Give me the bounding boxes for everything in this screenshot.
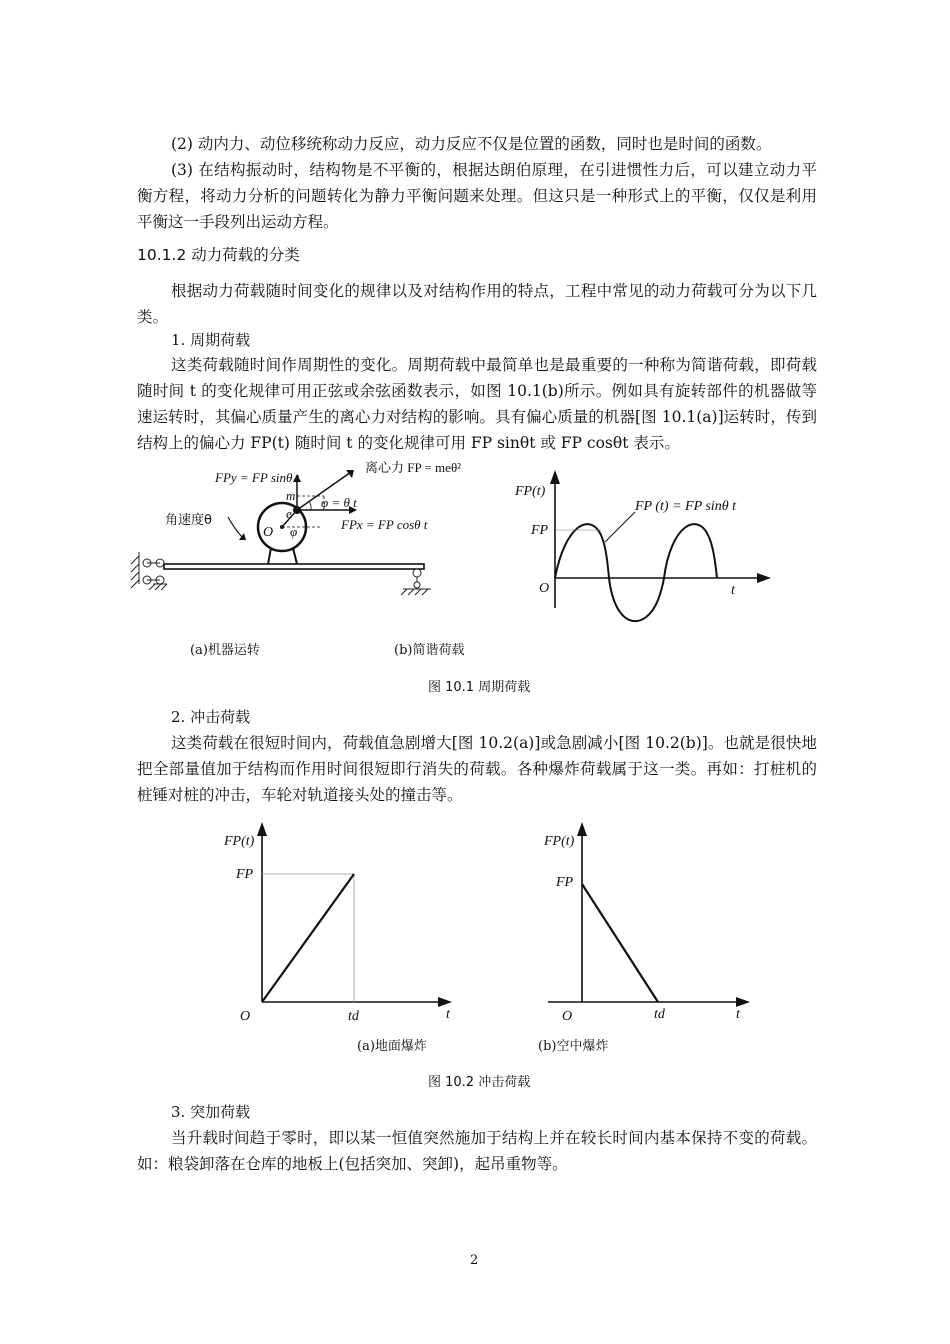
fig2-sub-b-caption: (b)空中爆炸	[538, 1039, 609, 1054]
type1-heading: 1. 周期荷载	[171, 331, 251, 349]
fig1a-angular-label: 角速度θ	[165, 513, 212, 528]
fig1-caption: 图 10.1 周期荷载	[428, 680, 531, 695]
paragraph-item-3: (3) 在结构振动时，结构物是不平衡的，根据达朗伯原理，在引进惯性力后，可以建立动力平衡方程，将动力分析的问题转化为静力平衡问题来处理。但这只是一种形式上的平衡，仅仅是利用平衡这一手段列出运动方程。	[137, 161, 817, 231]
type1-paragraph: 这类荷载随时间作周期性的变化。周期荷载中最简单也是最重要的一种称为简谐荷载，即荷载随时间 t 的变化规律可用正弦或余弦函数表示，如图 10.1(b)所示。例如具有旋转部件的机器做等速运转时，其偏心质量产生的离心力对结构的影响。具有偏心质量的机器[图 10.1(a)]运转时，传到结构上的偏心力 FP(t) 随时间 t 的变化规律可用 FP sinθt 或 FP cosθt 表示。	[137, 356, 817, 452]
fig1b-origin-label: O	[539, 581, 550, 596]
fig1a-phi-eq-label: φ = θ t	[321, 495, 357, 510]
fig2-caption: 图 10.2 冲击荷载	[428, 1075, 531, 1090]
figure-10-1-a	[125, 452, 462, 602]
fig1a-centrifugal-label: 离心力 FP = meθ²	[365, 460, 462, 475]
fig1b-t-label: t	[731, 583, 735, 598]
page-number: 2	[470, 1253, 479, 1268]
fig2a-fp-label: FP	[236, 867, 254, 882]
intro-paragraph: 根据动力荷载随时间变化的规律以及对结构作用的特点，工程中常见的动力荷载可分为以下几类。	[137, 282, 817, 326]
fig1a-m-label: m	[286, 488, 296, 503]
figure-10-1-b	[505, 470, 775, 630]
fig1-sub-a-caption: (a)机器运转	[190, 643, 260, 658]
fig1b-curve-label: FP (t) = FP sinθ t	[635, 499, 736, 514]
type3-paragraph: 当升载时间趋于零时，即以某一恒值突然施加于结构上并在较长时间内基本保持不变的荷载。如：粮袋卸落在仓库的地板上(包括突加、突卸)，起吊重物等。	[137, 1129, 817, 1173]
type2-heading: 2. 冲击荷载	[171, 708, 251, 726]
fig1a-origin-label: O	[263, 525, 274, 540]
section-heading: 10.1.2 动力荷载的分类	[137, 246, 300, 264]
figure-10-2-a	[220, 822, 470, 1027]
fig1a-fpy-label: FPy = FP sinθ t	[215, 470, 300, 485]
fig2b-t-label: t	[736, 1007, 740, 1022]
fig2a-td-label: td	[348, 1009, 359, 1024]
fig1b-ylabel: FP(t)	[515, 484, 546, 499]
fig2a-ylabel: FP(t)	[224, 834, 255, 849]
type3-heading: 3. 突加荷载	[171, 1103, 251, 1121]
figure-10-2-b	[540, 822, 770, 1027]
fig1b-fp-label: FP	[531, 523, 549, 538]
fig2b-ylabel: FP(t)	[544, 834, 575, 849]
fig1a-phi-label: φ	[290, 524, 298, 539]
fig2-sub-a-caption: (a)地面爆炸	[357, 1039, 427, 1054]
fig2a-origin-label: O	[240, 1009, 251, 1024]
type2-paragraph: 这类荷载在很短时间内，荷载值急剧增大[图 10.2(a)]或急剧减小[图 10.2(b)]。也就是很快地把全部量值加于结构而作用时间很短即行消失的荷载。各种爆炸荷载属于这一类。再如：打桩机的桩锤对桩的冲击，车轮对轨道接头处的撞击等。	[137, 734, 817, 804]
fig2a-t-label: t	[446, 1007, 450, 1022]
fig2b-origin-label: O	[562, 1009, 573, 1024]
fig1a-fpx-label: FPx = FP cosθ t	[341, 517, 428, 532]
fig1a-e-label: e	[286, 506, 292, 521]
fig2b-fp-label: FP	[556, 875, 574, 890]
fig1-sub-b-caption: (b)简谐荷载	[394, 643, 465, 658]
paragraph-item-2: (2) 动内力、动位移统称动力反应，动力反应不仅是位置的函数，同时也是时间的函数。	[171, 135, 772, 153]
fig2b-td-label: td	[654, 1007, 665, 1022]
